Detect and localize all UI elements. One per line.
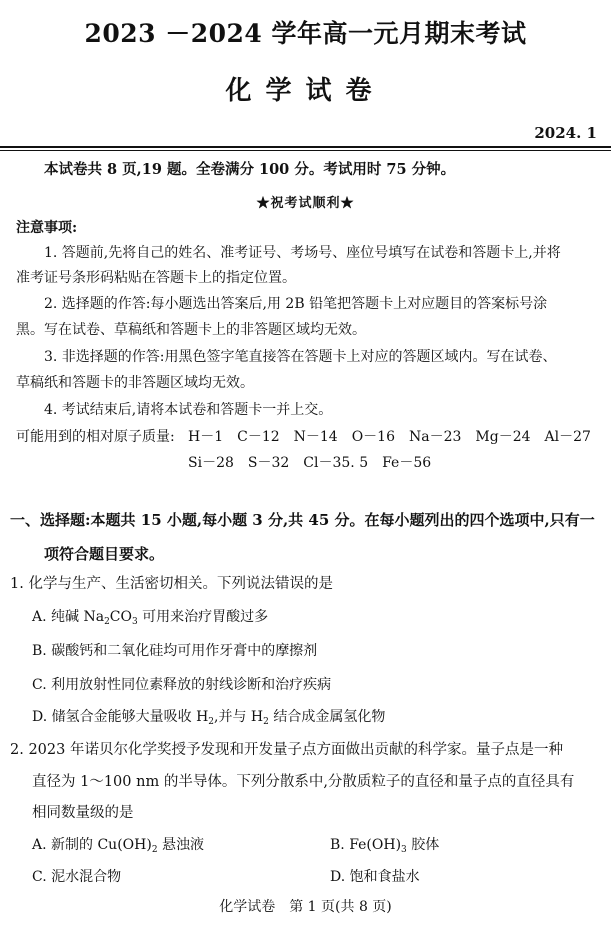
note-2-line-1: 2. 选择题的作答:每小题选出答案后,用 2B 铅笔把答题卡上对应题目的答案标号涂 [44,296,548,312]
note-3-line-2: 草稿纸和答题卡的非答题区域均无效。 [16,375,254,391]
question-1-option-c: C. 利用放射性同位素释放的射线诊断和治疗疾病 [32,677,332,693]
notes-heading: 注意事项: [16,220,78,236]
exam-date: 2024. 1 [534,124,597,142]
question-2-option-c: C. 泥水混合物 [32,869,122,885]
note-3-line-1: 3. 非选择题的作答:用黑色签字笔直接答在答题卡上对应的答题区域内。写在试卷、 [44,349,557,365]
question-2-option-d: D. 饱和食盐水 [330,869,420,885]
question-2-option-a: A. 新制的 $Cu(OH)_2$ 悬浊液 [32,837,204,855]
question-2-line-3: 相同数量级的是 [32,805,134,821]
section-1-heading-line-2: 项符合题目要求。 [44,545,165,563]
note-1-line-2: 准考证号条形码粘贴在答题卡上的指定位置。 [16,270,296,286]
question-1-option-d: D. 储氢合金能够大量吸收 $H_2$,并与 $H_2$ 结合成金属氢化物 [32,709,386,727]
note-2-line-2: 黑。写在试卷、草稿纸和答题卡上的非答题区域均无效。 [16,322,366,338]
question-1-option-a: A. 纯碱 $Na_2CO_3$ 可用来治疗胃酸过多 [32,609,269,627]
question-2-option-b: B. $Fe(OH)_3$ 胶体 [330,837,440,855]
question-2-line-2: 直径为 1～100 nm 的半导体。下列分散系中,分散质粒子的直径和量子点的直径具有 [32,774,575,790]
blessing-text: ★祝考试顺利★ [256,196,355,211]
atomic-mass-row-2: Si－28 S－32 Cl－35. 5 Fe－56 [188,455,432,471]
exam-summary: 本试卷共 8 页,19 题。全卷满分 100 分。考试用时 75 分钟。 [44,161,456,178]
header-rule-thin [0,150,611,151]
note-1-line-1: 1. 答题前,先将自己的姓名、准考证号、考场号、座位号填写在试卷和答题卡上,并将 [44,245,561,261]
page-footer: 化学试卷 第 1 页(共 8 页) [219,899,392,915]
subject-title: 化学试卷 [225,76,386,106]
question-2-line-1: 2. 2023 年诺贝尔化学奖授予发现和开发量子点方面做出贡献的科学家。量子点是一种 [10,742,563,758]
question-1-stem: 1. 化学与生产、生活密切相关。下列说法错误的是 [10,576,333,592]
section-1-heading-line-1: 一、选择题:本题共 15 小题,每小题 3 分,共 45 分。在每小题列出的四个选项中,只有一 [10,511,595,529]
header-rule-thick [0,146,611,148]
atomic-mass-label: 可能用到的相对原子质量: [16,429,175,445]
note-4: 4. 考试结束后,请将本试卷和答题卡一并上交。 [44,402,333,418]
atomic-mass-row-1: H－1 C－12 N－14 O－16 Na－23 Mg－24 Al－27 [188,429,591,445]
exam-title: 2023 －2024 学年高一元月期末考试 [84,19,527,48]
question-1-option-b: B. 碳酸钙和二氧化硅均可用作牙膏中的摩擦剂 [32,643,318,659]
